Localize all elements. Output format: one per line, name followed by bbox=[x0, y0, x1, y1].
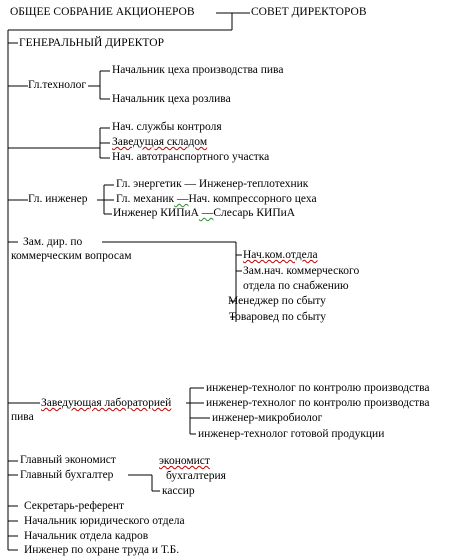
heat-engineer-label: Инженер-теплотехник bbox=[198, 178, 309, 190]
lab-item-2: инженер-технолог по контролю производства bbox=[206, 397, 430, 409]
laboratory-head-label-1: Заведующая лабораторией bbox=[41, 397, 172, 409]
sales-merchandiser-label: Товаровед по сбыту bbox=[229, 311, 327, 323]
chief-economist-label: Главный экономист bbox=[20, 454, 116, 466]
engineer-row-2 bbox=[116, 193, 317, 206]
commercial-dept-head-label: Нач.ком.отдела bbox=[243, 249, 318, 261]
warehouse-manager-label: Заведущая складом bbox=[112, 136, 208, 148]
kipia-fitter-label: Слесарь КИПиА bbox=[213, 207, 296, 219]
chief-mechanic-label: Гл. механик bbox=[116, 193, 175, 205]
chief-power-engineer-label: Гл. энергетик bbox=[116, 178, 182, 190]
shareholders-meeting-label: ОБЩЕЕ СОБРАНИЕ АКЦИОНЕРОВ bbox=[10, 6, 195, 18]
accounting-label: бухгалтерия bbox=[166, 470, 226, 482]
chief-engineer-label: Гл. инженер bbox=[28, 193, 88, 205]
general-director-label: ГЕНЕРАЛЬНЫЙ ДИРЕКТОР bbox=[19, 37, 164, 49]
supply-deputy-label-1: Зам.нач. коммерческого bbox=[243, 265, 360, 277]
compressor-shop-head-label: Нач. компрессорного цеха bbox=[188, 193, 317, 205]
control-service-head-label: Нач. службы контроля bbox=[112, 121, 222, 133]
supply-deputy-label-2: отдела по снабжению bbox=[243, 280, 349, 292]
hr-dept-head-label: Начальник отдела кадров bbox=[24, 530, 149, 542]
commercial-deputy-label-2: коммерческим вопросам bbox=[11, 250, 132, 262]
engineer-row-1 bbox=[116, 178, 308, 191]
economist-label: экономист bbox=[159, 455, 210, 467]
transport-section-head-label: Нач. автотранспортного участка bbox=[112, 151, 270, 163]
chief-technologist-label: Гл.технолог bbox=[28, 79, 87, 91]
beer-production-head-label: Начальник цеха производства пива bbox=[112, 64, 284, 76]
kipia-engineer-label: Инженер КИПиА bbox=[113, 207, 199, 219]
dash-separator: — bbox=[181, 178, 199, 190]
lab-microbiologist-label: инженер-микробиолог bbox=[212, 412, 323, 424]
secretary-label: Секретарь-референт bbox=[24, 500, 125, 512]
commercial-deputy-label-1: Зам. дир. по bbox=[23, 236, 83, 248]
board-of-directors-label: СОВЕТ ДИРЕКТОРОВ bbox=[251, 6, 367, 18]
lab-item-1: инженер-технолог по контролю производства bbox=[206, 382, 430, 394]
bottling-head-label: Начальник цеха розлива bbox=[112, 93, 231, 105]
chief-accountant-label: Главный бухгалтер bbox=[20, 469, 114, 481]
engineer-row-3 bbox=[113, 207, 295, 220]
legal-dept-head-label: Начальник юридического отдела bbox=[24, 515, 185, 527]
lab-finished-product-label: инженер-технолог готовой продукции bbox=[198, 428, 385, 440]
dash-separator: — bbox=[174, 193, 189, 205]
cashier-label: кассир bbox=[162, 485, 195, 497]
sales-manager-label: Менеджер по сбыту bbox=[228, 295, 326, 307]
laboratory-head-label-2: пива bbox=[11, 411, 34, 423]
dash-separator: — bbox=[198, 207, 214, 219]
safety-engineer-label: Инженер по охране труда и Т.Б. bbox=[24, 544, 180, 556]
